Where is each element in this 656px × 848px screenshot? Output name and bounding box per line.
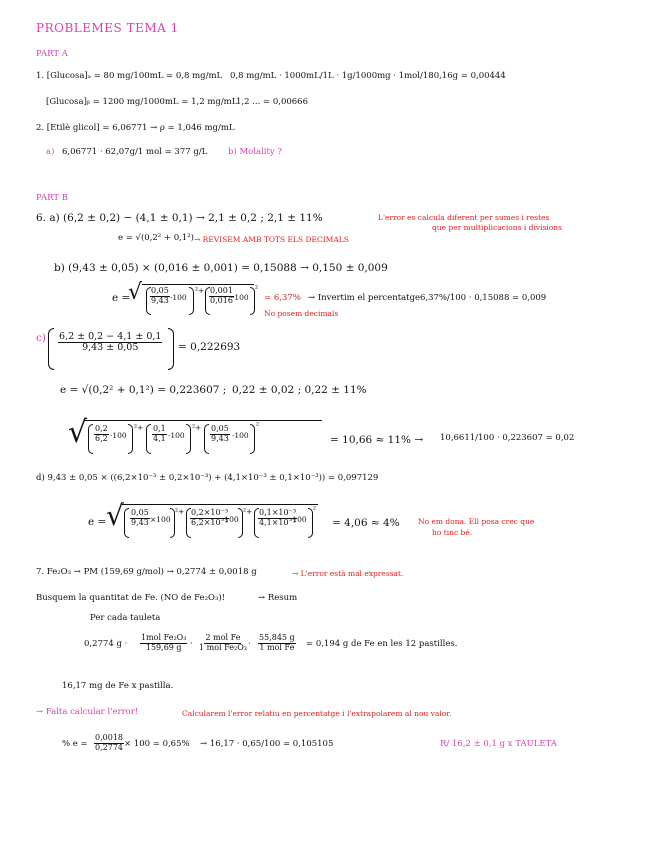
q6d-times-1: ×100 (150, 515, 171, 524)
q6d-line: d) 9,43 ± 0,05 × ((6,2×10⁻³ ± 0,2×10⁻³) + (4,1×10⁻³ ± 0,1×10⁻³)) = 0,097129 (36, 473, 379, 483)
q6c-results: 0,22 ± 0,02 ; 0,22 ± 11% (232, 384, 367, 396)
q6d-frac-1: $\frac{0,05}{9,43}$ (131, 508, 149, 527)
q6d-frac-2: $\frac{\text{0,2×10⁻³}}{\text{6,2×10⁻³}}$ (191, 508, 229, 527)
q6b-no-posem-decimals: No posem decimals (264, 309, 339, 318)
q7-busquem: Busquem la quantitat de Fe. (NO de Fe₂O₃)! (36, 593, 226, 603)
q7-percent-label: % e = (62, 739, 88, 749)
q6c-rel-times-1: ·100 (110, 431, 127, 440)
q7-note: → L'error està mal expressat. (292, 569, 404, 578)
q7-final-answer: R/ 16,2 ± 0,1 g x TAULETA (440, 739, 557, 749)
q6b-square-plus: ²+ (195, 286, 205, 295)
q6b-paren-right-1 (189, 287, 194, 315)
q7-falta-note: Calcularem l'error relatiu en percentatge i l'extrapolarem al nou valor. (182, 709, 452, 718)
q7-per-pastilla: 16,17 mg de Fe x pastilla. (62, 681, 174, 691)
q6d-note-1: No em dona. Ell posa crec que (418, 517, 535, 526)
p2b: b) Molality ? (228, 147, 282, 157)
q6b-e-result: = 6,37% (264, 293, 301, 303)
q6b-e-label: e = (112, 292, 131, 304)
q6b-invert-calc: 6,37%/100 · 0,15088 = 0,009 (420, 293, 547, 303)
q6d-sqrt-symbol: √ (106, 499, 124, 532)
q7-dot-1: · (190, 639, 193, 649)
q7-per-cada-tauleta: Per cada tauleta (90, 613, 161, 623)
q6c-rel-paren-r3 (250, 424, 255, 454)
q6d-frac-3: $\frac{\text{0,1×10⁻³}}{\text{4,1×10⁻³}}$ (259, 508, 297, 527)
q7-dot-2: · (248, 639, 251, 649)
q6b-frac-2: $\frac{0,001}{0,016}$ (210, 286, 233, 305)
q6c-rel-sqrt-bar (84, 420, 322, 421)
q6c-rel-calc: 10,6611/100 · 0,223607 = 0,02 (440, 433, 575, 443)
q7-resum: → Resum (258, 593, 298, 603)
p1-line2-calc: 1,2 ... = 0,00666 (236, 97, 309, 107)
q6c-rel-sqrt-symbol: √ (68, 415, 88, 450)
q6b-sqrt-symbol: √ (128, 280, 143, 305)
q6d-note-2: ho tinc bé. (432, 528, 473, 537)
q6b-sqrt-bar (142, 284, 254, 285)
q6a-line: 6. a) (6,2 ± 0,2) − (4,1 ± 0,1) → 2,1 ± 0,2 ; 2,1 ± 11% (36, 212, 323, 224)
q6d-sqrt-bar (122, 504, 318, 505)
q6c-paren-left (48, 328, 54, 370)
q6c-rel-paren-l1 (88, 424, 93, 454)
q6c-rel-sq-plus-2: ²+ (192, 423, 202, 432)
q7-percent-calc: → 16,17 · 0,65/100 = 0,105105 (200, 739, 334, 749)
q6d-sq-3: ² (313, 505, 317, 514)
q6d-sq-plus-2: ²+ (243, 507, 253, 516)
q6c-rel-paren-r1 (128, 424, 133, 454)
q6c-result: = 0,222693 (178, 341, 241, 353)
q6b-times-2: ·100 (232, 293, 249, 302)
q6c-rel-paren-l2 (146, 424, 151, 454)
q6c-rel-paren-l3 (204, 424, 209, 454)
q7-mass-start: 0,2774 g · (84, 639, 128, 649)
q6d-sq-plus-1: ²+ (175, 507, 185, 516)
q6a-error: e = √(0,2² + 0,1²) (118, 233, 194, 243)
q6c-rel-frac-1: $\frac{0,2}{6,2}$ (95, 424, 108, 443)
q7-frac-1: 1mol Fe₂O₃ 159,69 g (141, 633, 187, 652)
p1-line1-calc: 0,8 mg/mL · 1000mL/1L · 1g/1000mg · 1mol/180,16g = 0,00444 (230, 71, 506, 81)
p2a-label: a) (46, 147, 55, 157)
p2a-expr: 6,06771 · 62,07g/1 mol = 377 g/L (62, 147, 208, 157)
q6b-invert-note: → Invertim el percentatge (308, 293, 421, 303)
q6b-times-1: ·100 (170, 293, 187, 302)
q7-calc-result: = 0,194 g de Fe en les 12 pastilles. (306, 639, 458, 649)
q6a-error-note: → REVISEM AMB TOTS ELS DECIMALS (194, 235, 349, 244)
q6b-line: b) (9,43 ± 0,05) × (0,016 ± 0,001) = 0,15088 → 0,150 ± 0,009 (54, 262, 388, 274)
part-b-heading: PART B (36, 193, 68, 203)
q7-frac-3: 55,845 g 1 mol Fe (259, 633, 295, 652)
q6b-square-2: ² (255, 284, 259, 293)
page-title: PROBLEMES TEMA 1 (36, 21, 179, 35)
q6c-label: c) (36, 332, 46, 344)
q7-falta: → Falta calcular l'error! (36, 707, 139, 717)
q6c-paren-right (168, 328, 174, 370)
q7-percent-rest: × 100 = 0,65% (124, 739, 190, 749)
q7-line: 7. Fe₂O₃ → PM (159,69 g/mol) → 0,2774 ± 0,0018 g (36, 567, 257, 577)
q6a-note-2: que per multiplicacions i divisions (432, 223, 562, 232)
q7-percent-frac: $\frac{0,0018}{0,2774}$ (95, 733, 123, 752)
q6c-rel-sq-plus-1: ²+ (134, 423, 144, 432)
q6c-rel-times-2: ·100 (168, 431, 185, 440)
q6d-e-label: e = (88, 516, 107, 528)
q6c-error: e = √(0,2² + 0,1²) = 0,223607 ; (60, 384, 227, 396)
q6c-rel-frac-3: $\frac{0,05}{9,43}$ (211, 424, 229, 443)
p1-line2: [Glucosa]ᵦ = 1200 mg/1000mL = 1,2 mg/mL (46, 97, 238, 107)
q6c-rel-frac-2: $\frac{0,1}{4,1}$ (153, 424, 166, 443)
q6a-note-1: L'error es calcula diferent per sumes i restes (378, 213, 550, 222)
q6b-frac-1: $\frac{0,05}{9,43}$ (151, 286, 169, 305)
p2-line1: 2. [Etilè glicol] = 6,06771 → ρ = 1,046 mg/mL (36, 123, 235, 133)
q6c-fraction: $\frac{6,2 \pm 0,2 - 4,1 \pm 0,1}{9,43 \pm 0,05}$ (59, 331, 162, 354)
q6d-e-result: = 4,06 ≈ 4% (332, 517, 400, 529)
q7-frac-2: 2 mol Fe 1 mol Fe₂O₃ (199, 633, 247, 652)
q6c-rel-sq-3: ² (256, 421, 260, 430)
q6d-times-3: ·100 (290, 515, 307, 524)
q6c-rel-paren-r2 (186, 424, 191, 454)
q6c-rel-times-3: ·100 (232, 431, 249, 440)
q6d-times-2: ·100 (222, 515, 239, 524)
q6c-rel-result: = 10,66 ≈ 11% → (330, 434, 424, 446)
p1-line1: 1. [Glucosa]ₐ = 80 mg/100mL = 0,8 mg/mL (36, 71, 223, 81)
q6d-paren-l1 (124, 508, 129, 538)
part-a-heading: PART A (36, 49, 68, 59)
